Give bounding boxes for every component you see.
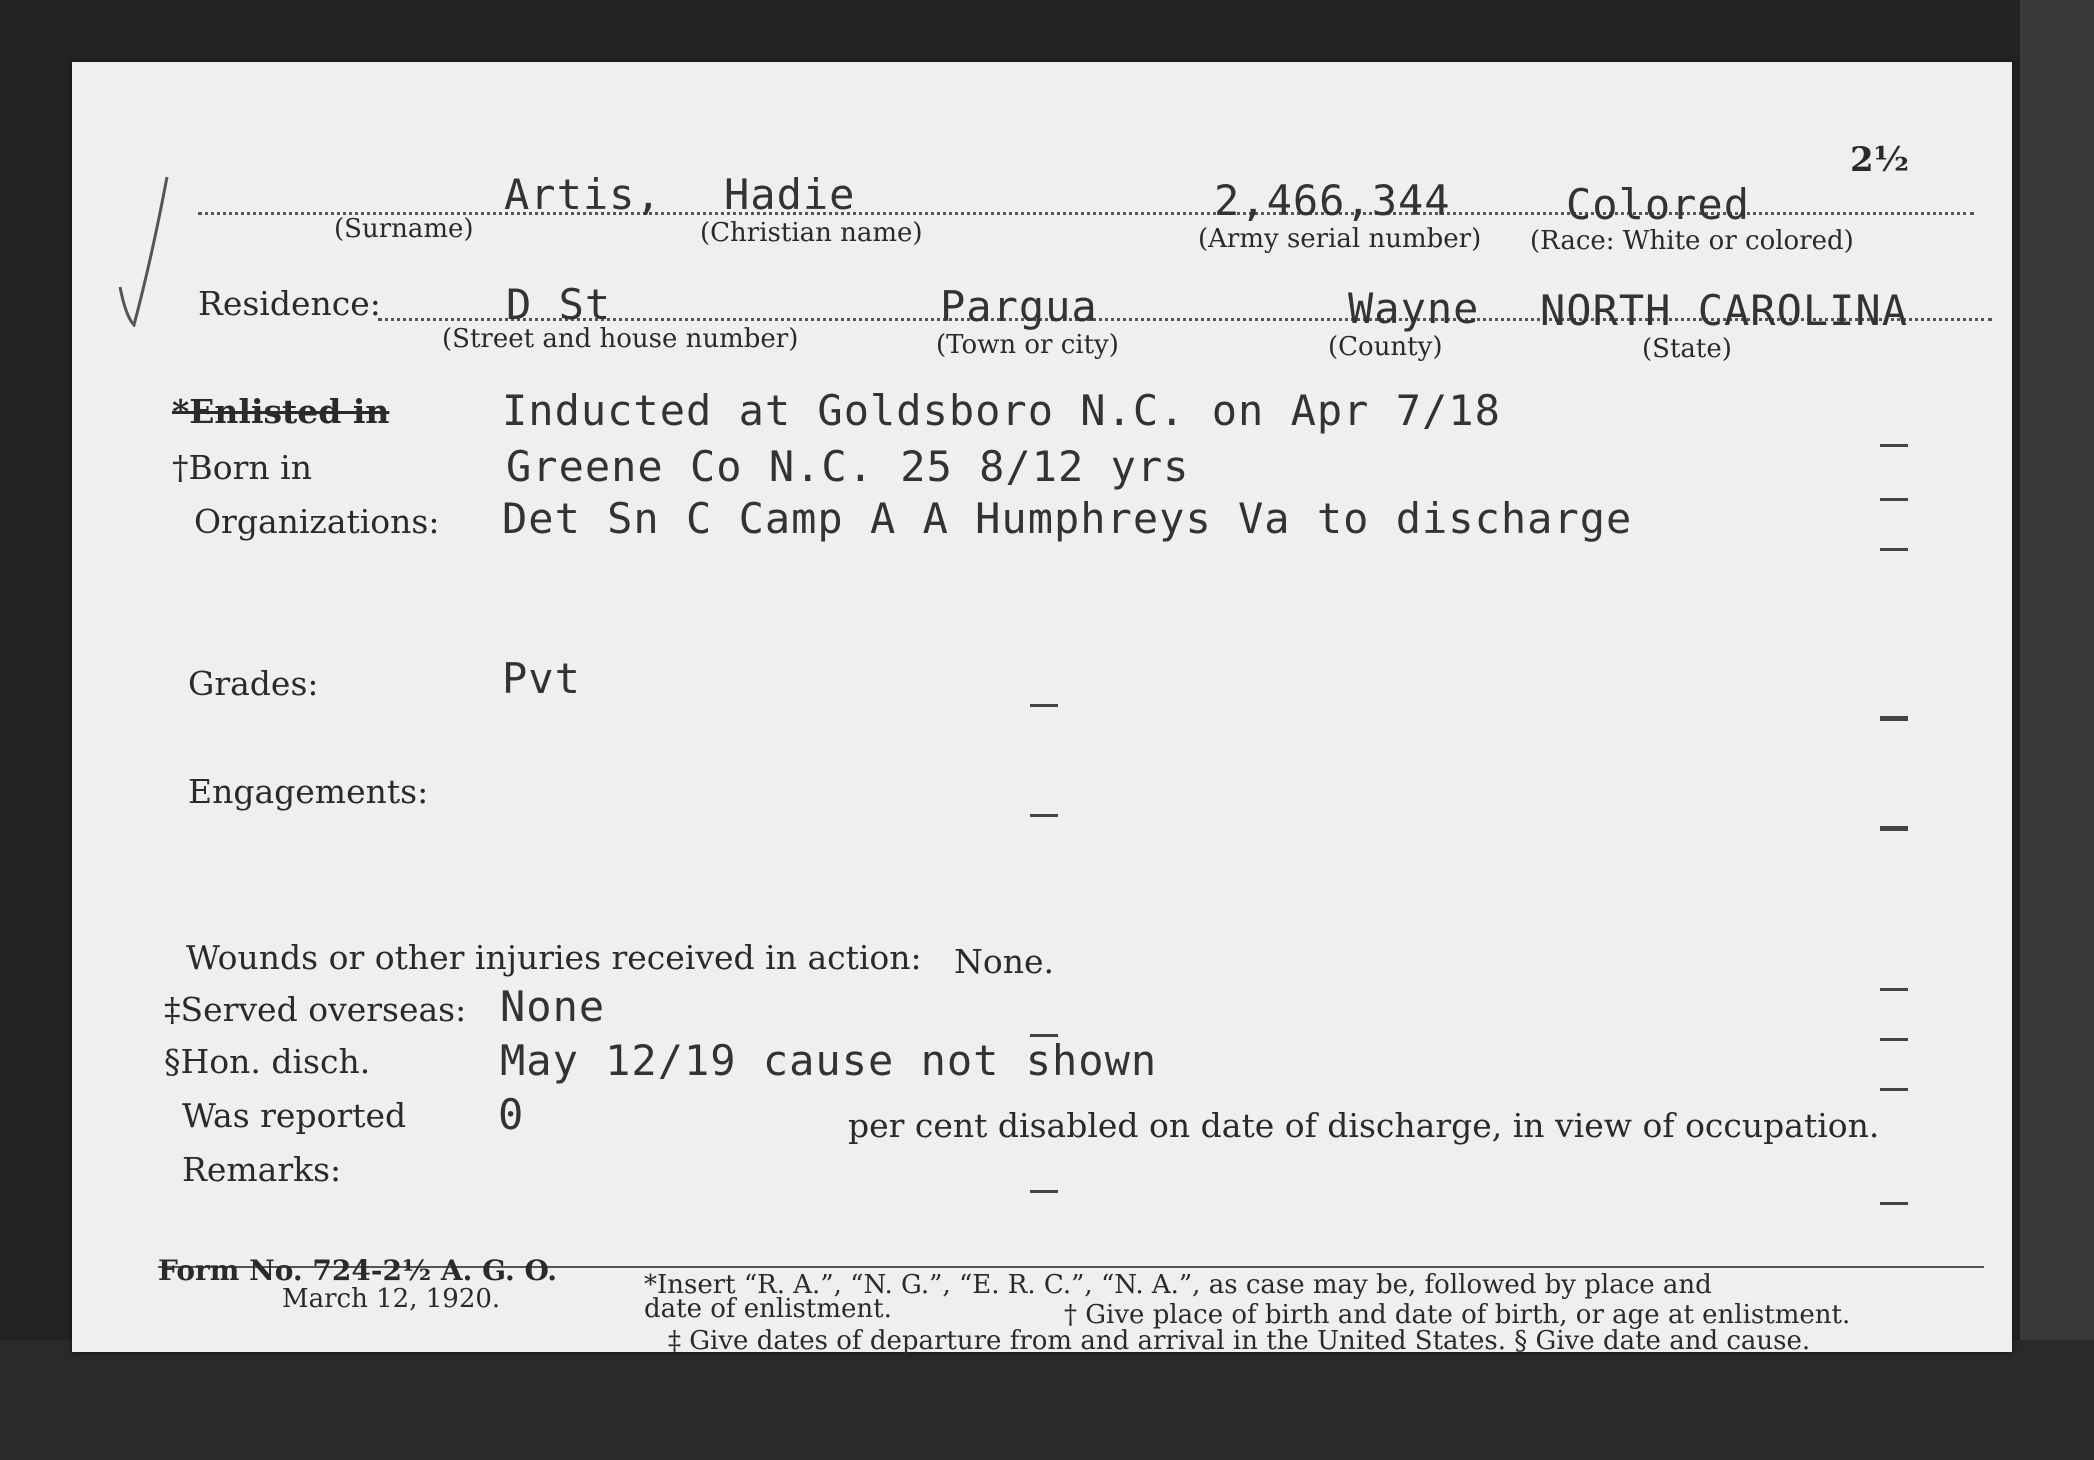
town-value: Pargua <box>940 282 1098 331</box>
margin-dash <box>1880 498 1908 501</box>
reported-suffix: per cent disabled on date of discharge, in view of occupation. <box>848 1106 1880 1145</box>
grades-label: Grades: <box>188 664 319 703</box>
corner-number: 2½ <box>1850 140 1910 180</box>
margin-dash <box>1030 1190 1058 1193</box>
residence-label: Residence: <box>198 284 381 323</box>
margin-dash <box>1880 826 1908 831</box>
born-value: Greene Co N.C. 25 8/12 yrs <box>506 442 1190 491</box>
footnote-line-1: *Insert “R. A.”, “N. G.”, “E. R. C.”, “N. A.”, as case may be, followed by place and <box>644 1270 1712 1300</box>
reported-value: 0 <box>498 1090 525 1139</box>
surname-caption: (Surname) <box>334 214 474 244</box>
grades-value: Pvt <box>502 654 581 703</box>
margin-dash <box>1880 1202 1908 1205</box>
wounds-value: None. <box>954 942 1055 981</box>
street-value: D St <box>506 280 612 329</box>
remarks-label: Remarks: <box>182 1150 342 1189</box>
state-caption: (State) <box>1642 334 1732 364</box>
serial-number-caption: (Army serial number) <box>1198 224 1482 254</box>
surname-value: Artis, <box>504 170 662 219</box>
margin-dash <box>1880 444 1908 447</box>
margin-dash <box>1880 1088 1908 1091</box>
overseas-label: ‡Served overseas: <box>164 990 467 1029</box>
serial-number-value: 2,466,344 <box>1214 176 1451 225</box>
hon-disch-label: §Hon. disch. <box>164 1042 371 1081</box>
hon-disch-value: May 12/19 cause not shown <box>500 1036 1158 1085</box>
footnote-line-2a: date of enlistment. <box>644 1294 892 1324</box>
enlisted-value: Inducted at Goldsboro N.C. on Apr 7/18 <box>502 386 1501 435</box>
state-value: NORTH CAROLINA <box>1540 286 1909 335</box>
margin-dash <box>1030 704 1058 707</box>
footnote-line-2b: † Give place of birth and date of birth, or age at enlistment. <box>1064 1300 1851 1330</box>
organizations-label: Organizations: <box>194 502 440 541</box>
street-caption: (Street and house number) <box>442 324 799 354</box>
wounds-label: Wounds or other injuries received in action: <box>186 938 922 977</box>
margin-dash <box>1880 988 1908 991</box>
born-label: †Born in <box>172 448 312 487</box>
overseas-value: None <box>500 982 606 1031</box>
reported-label: Was reported <box>182 1096 407 1135</box>
engagements-label: Engagements: <box>188 772 429 811</box>
enlisted-label: *Enlisted in <box>172 392 390 431</box>
county-value: Wayne <box>1348 284 1480 333</box>
margin-dash <box>1880 548 1908 551</box>
county-caption: (County) <box>1328 332 1443 362</box>
scan-background-right <box>2020 0 2094 1460</box>
form-date: March 12, 1920. <box>282 1284 501 1314</box>
service-record-card <box>72 62 2012 1356</box>
form-number: Form No. 724-2½ A. G. O. <box>158 1254 558 1287</box>
race-caption: (Race: White or colored) <box>1530 226 1854 256</box>
scan-background-bottom <box>0 1340 2094 1460</box>
organizations-value: Det Sn C Camp A A Humphreys Va to discharge <box>502 494 1633 543</box>
margin-dash <box>1880 1038 1908 1041</box>
checkmark-icon <box>112 167 172 327</box>
christian-name-value: Hadie <box>724 170 856 219</box>
footnote-line-3: ‡ Give dates of departure from and arrival in the United States. § Give date and cause. <box>668 1326 1811 1356</box>
race-value: Colored <box>1566 180 1751 229</box>
margin-dash <box>1030 814 1058 817</box>
margin-dash <box>1880 716 1908 721</box>
christian-name-caption: (Christian name) <box>700 218 923 248</box>
town-caption: (Town or city) <box>936 330 1119 360</box>
